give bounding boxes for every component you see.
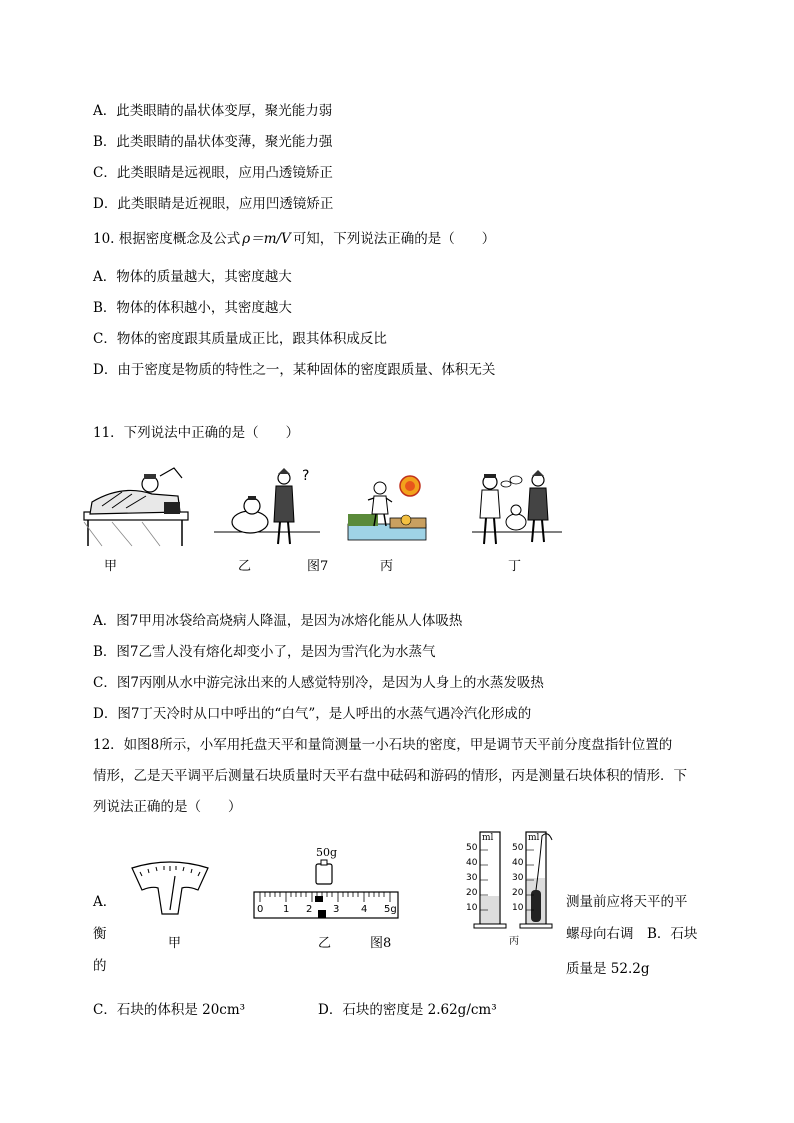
figure8-scale-ticks [252, 904, 402, 918]
figure8-weight-label: 50g [316, 846, 338, 859]
scale-tick-4: 4 [361, 904, 368, 915]
q10-formula: ρ＝m/V [242, 231, 291, 247]
figure7-yi-illustration [214, 466, 320, 548]
q12-left-fragment-2: 衡 [93, 926, 107, 942]
q10-option-a: A．物体的质量越大，其密度越大 [93, 269, 292, 285]
q9-option-b: B．此类眼睛的晶状体变薄，聚光能力强 [93, 134, 333, 150]
cyl1-tick-40: 40 [466, 858, 478, 868]
figure7-jia-illustration [82, 462, 190, 550]
figure7-label-jia: 甲 [104, 559, 118, 574]
figure7-label-ding: 丁 [508, 559, 522, 574]
q9-option-d: D．此类眼睛是近视眼，应用凹透镜矫正 [93, 196, 334, 212]
q9-option-c: C．此类眼睛是远视眼，应用凸透镜矫正 [93, 165, 333, 181]
cyl1-tick-20: 20 [466, 888, 478, 898]
figure7-label-yi: 乙 [238, 559, 252, 574]
q12-stem-line-2: 情形，乙是天平调平后测量石块质量时天平右盘中砝码和游码的情形，丙是测量石块体积的情形．下 [93, 768, 687, 784]
q9-option-a: A．此类眼睛的晶状体变厚，聚光能力弱 [93, 103, 333, 119]
q11-option-d: D．图7丁天冷时从口中呼出的“白气”，是人呼出的水蒸气遇冷汽化形成的 [93, 706, 532, 722]
cyl1-tick-50: 50 [466, 843, 478, 853]
q12-option-c: C．石块的体积是 20cm³ [93, 1002, 246, 1018]
q11-stem: 11．下列说法中正确的是（ ） [93, 425, 300, 441]
figure7-ding-illustration [472, 470, 562, 548]
figure8-label-jia: 甲 [168, 936, 182, 951]
q10-stem-after: 可知，下列说法正确的是（ ） [292, 231, 496, 247]
q12-right-fragment-3: 质量是 52.2g [566, 961, 650, 977]
figure8-label-bing: 丙 [509, 936, 519, 947]
q11-option-b: B．图7乙雪人没有熔化却变小了，是因为雪汽化为水蒸气 [93, 644, 436, 660]
cyl2-tick-40: 40 [512, 858, 524, 868]
cyl1-tick-30: 30 [466, 873, 478, 883]
q10-option-c: C．物体的密度跟其质量成正比，跟其体积成反比 [93, 331, 387, 347]
q10-option-b: B．物体的体积越小，其密度越大 [93, 300, 292, 316]
q12-stem-line-3: 列说法正确的是（ ） [93, 799, 242, 815]
q12-right-fragment-2: 螺母向右调 B．石块 [566, 926, 698, 942]
cyl2-tick-30: 30 [512, 873, 524, 883]
q12-option-d: D．石块的密度是 2.62g/cm³ [318, 1002, 497, 1018]
q11-option-c: C．图7丙刚从水中游完泳出来的人感觉特别冷，是因为人身上的水蒸发吸热 [93, 675, 544, 691]
figure8-label-yi: 乙 [318, 936, 332, 951]
q10-stem-before: 10. 根据密度概念及公式 [93, 231, 241, 247]
figure7-label-bing: 丙 [380, 559, 394, 574]
q12-left-fragment-1: A． [93, 894, 117, 910]
q12-stem-line-1: 12．如图8所示，小军用托盘天平和量筒测量一小石块的密度，甲是调节天平前分度盘指针位置的 [93, 737, 673, 753]
figure7-caption: 图7 [307, 559, 329, 574]
cyl2-tick-10: 10 [512, 903, 524, 913]
cyl2-tick-20: 20 [512, 888, 524, 898]
q10-stem [93, 230, 495, 248]
svg-text:?: ? [302, 468, 310, 484]
scale-tick-5: 5g [384, 904, 397, 915]
cyl2-tick-50: 50 [512, 843, 524, 853]
cylinder1-ml: ml [482, 833, 494, 843]
scale-tick-0: 0 [257, 904, 264, 915]
q12-right-fragment-1: 测量前应将天平的平 [566, 894, 688, 910]
figure8-caption: 图8 [370, 936, 392, 951]
scale-tick-2: 2 [306, 904, 313, 915]
cyl1-tick-10: 10 [466, 903, 478, 913]
figure8-jia-dial [130, 862, 210, 918]
q10-option-d: D．由于密度是物质的特性之一，某种固体的密度跟质量、体积无关 [93, 362, 496, 378]
figure7-bing-illustration [346, 474, 428, 544]
cylinder2-ml: ml [528, 833, 540, 843]
scale-tick-1: 1 [283, 904, 290, 915]
q11-option-a: A．图7甲用冰袋给高烧病人降温，是因为冰熔化能从人体吸热 [93, 613, 463, 629]
q12-left-fragment-3: 的 [93, 958, 107, 974]
scale-tick-3: 3 [333, 904, 340, 915]
